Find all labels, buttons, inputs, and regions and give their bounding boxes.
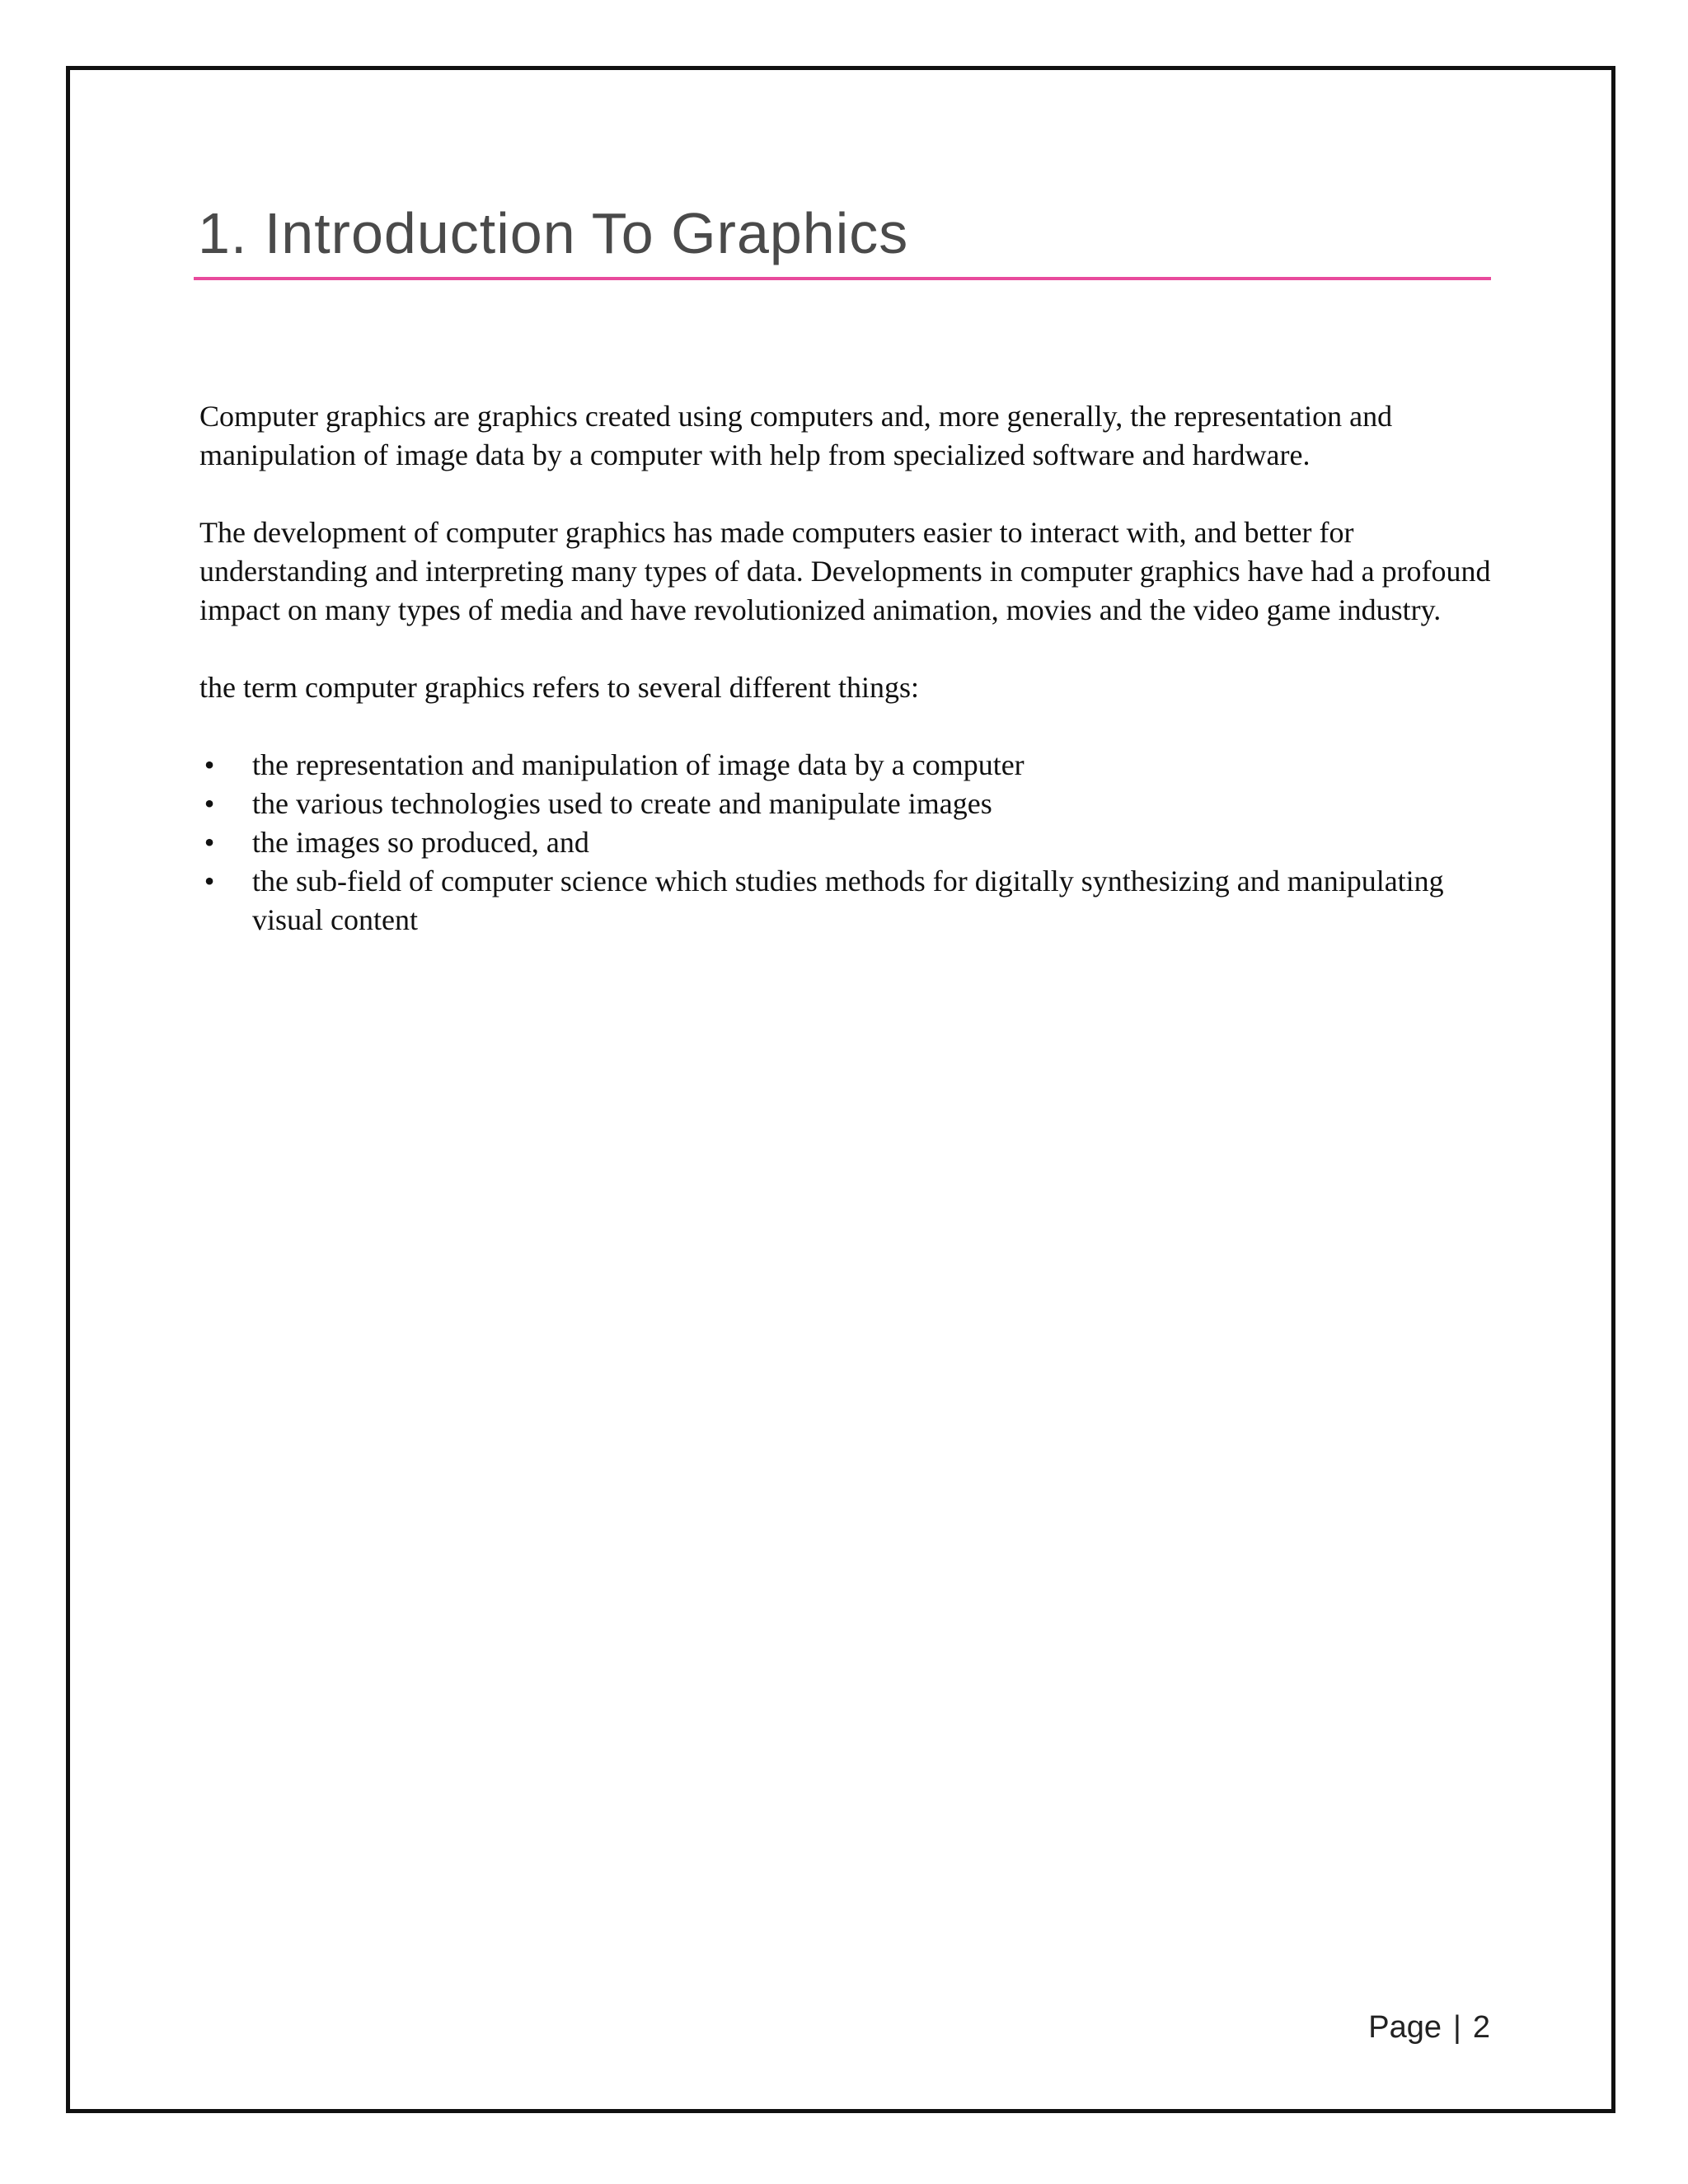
page-number: 2	[1472, 2010, 1490, 2045]
page-label: Page	[1368, 2010, 1442, 2045]
list-item	[199, 785, 1502, 823]
section-heading: 1. Introduction To Graphics	[198, 201, 909, 265]
bullet-icon: •	[204, 826, 215, 859]
paragraph-term: the term computer graphics refers to several different things:	[199, 671, 920, 704]
list-item-text: the images so produced, and	[252, 826, 589, 859]
page-footer	[1368, 2007, 1490, 2048]
list-item	[199, 862, 1502, 940]
paragraph-development: The development of computer graphics has made computers easier to interact with, and better for understanding and interpreting many types of data. Developments in computer graphics have had a profound impact on many types of media and have revolutionized animation, movies and the video game industry.	[199, 516, 1491, 626]
list-item-text: the various technologies used to create and manipulate images	[252, 787, 992, 820]
heading-underline	[194, 277, 1491, 280]
paragraph-intro: Computer graphics are graphics created using computers and, more generally, the representation and manipulation of image data by a computer with help from specialized software and hardware.	[199, 400, 1393, 471]
list-item	[199, 746, 1502, 785]
bullet-icon: •	[204, 787, 215, 820]
bullet-icon: •	[204, 748, 215, 781]
page-border	[66, 66, 1615, 2113]
bullet-icon: •	[204, 865, 215, 898]
list-item-text: the sub-field of computer science which studies methods for digitally synthesizing and manipulating visual content	[252, 865, 1444, 936]
list-item-text: the representation and manipulation of image data by a computer	[252, 748, 1025, 781]
page-separator: |	[1452, 2010, 1461, 2045]
body-content	[199, 397, 1502, 940]
bullet-list	[199, 746, 1502, 940]
list-item	[199, 823, 1502, 862]
